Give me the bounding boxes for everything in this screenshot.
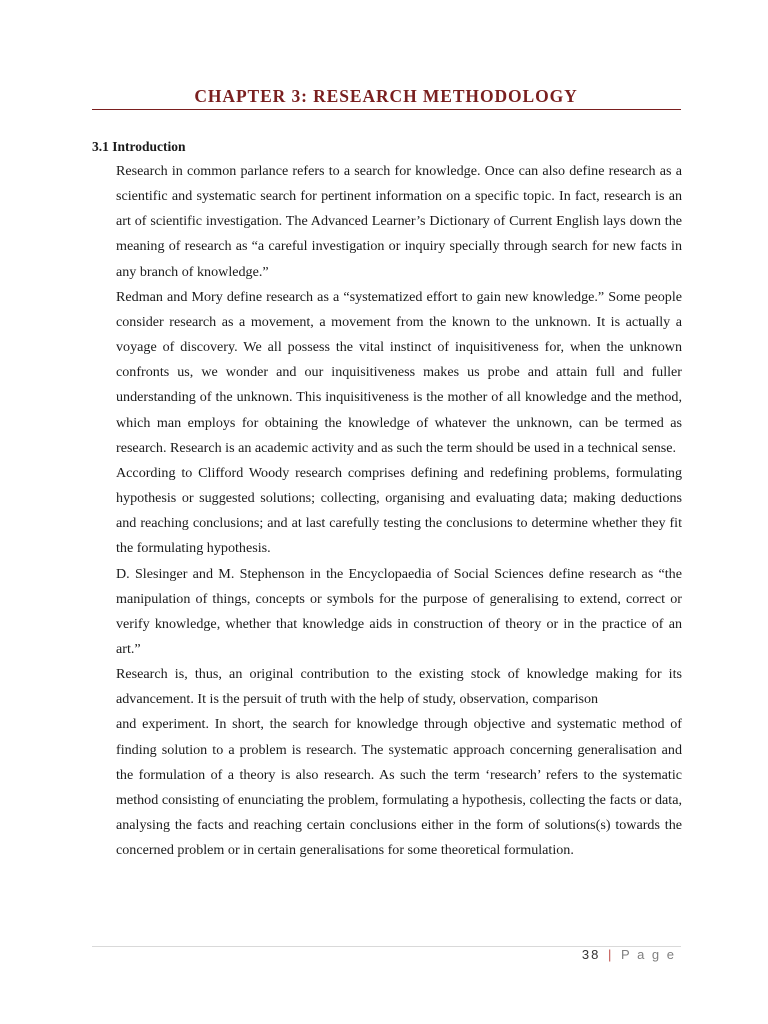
paragraph: Redman and Mory define research as a “systematized effort to gain new knowledge.” Some people consider research as a movement, a movement from the known to the unknown. It is actually a voyage of discovery. We all possess the vital instinct of inquisitiveness for, when the unknown confronts us, we wonder and our inquisitiveness makes us probe and attain full and fuller understanding of the unknown. This inquisitiveness is the mother of all knowledge and the method, which man employs for obtaining the knowledge of whatever the unknown, can be termed as research. Research is an academic activity and as such the term should be used in a technical sense. — [116, 288, 682, 456]
page-footer — [582, 947, 676, 962]
body-text — [116, 159, 682, 863]
paragraph: and experiment. In short, the search for knowledge through objective and systematic method of finding solution to a problem is research. The systematic approach concerning generalisation and the formulation of a theory is also research. As such the term ‘research’ refers to the systematic method consisting of enunciating the problem, formulating a hypothesis, collecting the facts or data, analysing the facts and reaching certain conclusions either in the form of solutions(s) towards the concerned problem or in certain generalisations for some theoretical formulation. — [116, 716, 682, 859]
paragraph: D. Slesinger and M. Stephenson in the Encyclopaedia of Social Sciences define research as “the manipulation of things, concepts or symbols for the purpose of generalising to extend, correct or verify knowledge, whether that knowledge aids in construction of theory or in the practice of an art.” — [116, 565, 682, 657]
footer-separator: | — [608, 947, 614, 962]
page-label: P a g e — [621, 947, 676, 962]
section-heading: 3.1 Introduction — [92, 139, 186, 154]
paragraph: According to Clifford Woody research comprises defining and redefining problems, formulating hypothesis or suggested solutions; collecting, organising and evaluating data; making deductions and reaching conclusions; and at last carefully testing the conclusions to determine whether they fit the formulating hypothesis. — [116, 464, 682, 557]
title-divider — [92, 109, 681, 110]
page-number: 38 — [581, 947, 601, 962]
paragraph: Research in common parlance refers to a search for knowledge. Once can also define research as a scientific and systematic search for pertinent information on a specific topic. In fact, research is an art of scientific investigation. The Advanced Learner’s Dictionary of Current English lays down the meaning of research as “a careful investigation or inquiry specially through search for new facts in any branch of knowledge.” — [116, 163, 682, 280]
paragraph: Research is, thus, an original contribution to the existing stock of knowledge making for its advancement. It is the persuit of truth with the help of study, observation, comparison — [116, 666, 682, 708]
chapter-title: CHAPTER 3: RESEARCH METHODOLOGY — [194, 86, 578, 106]
